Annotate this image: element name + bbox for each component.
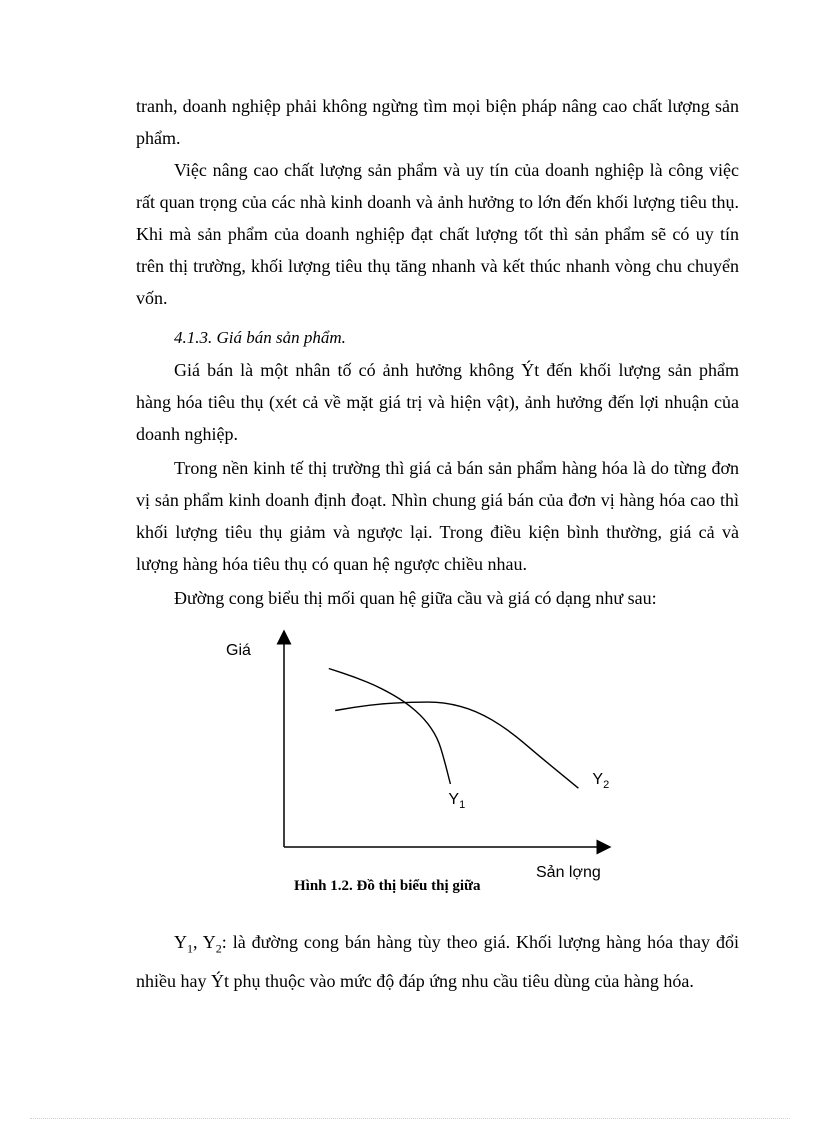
paragraph-2: Việc nâng cao chất lượng sản phẩm và uy tín của doanh nghiệp là công việc rất quan trọng của các nhà kinh doanh và ảnh hưởng to lớn đến khối lượng tiêu thụ. Khi mà sản phẩm của doanh nghiệp đạt chất lượng tốt thì sản phẩm sẽ có uy tín trên thị trường, khối lượng tiêu thụ tăng nhanh và kết thúc nhanh vòng chu chuyển vốn.: [136, 160, 739, 308]
series-ref-y1-sub: 1: [187, 941, 193, 956]
series-ref-y2-base: Y: [202, 932, 216, 952]
paragraph-6-text: : là đường cong bán hàng tùy theo giá. Khối lượng hàng hóa thay đổi nhiều hay Ýt phụ thuộc vào mức độ đáp ứng nhu cầu tiêu dùng của hàng hóa.: [136, 932, 739, 991]
demand-price-chart: [180, 625, 640, 895]
series-ref-separator: ,: [193, 932, 203, 952]
paragraph-6: [136, 926, 739, 997]
series-ref-y2-sub: 2: [215, 941, 222, 956]
paragraph-1: tranh, doanh nghiệp phải không ngừng tìm mọi biện pháp nâng cao chất lượng sản phẩm.: [136, 96, 739, 148]
series-y2-line: [335, 702, 578, 788]
y-axis-label: Giá: [226, 642, 251, 659]
series-y1-label-sub: 1: [459, 799, 466, 811]
series-ref-y2: [202, 932, 222, 956]
series-layer: [329, 669, 609, 812]
series-y2-label-base: Y: [592, 771, 604, 789]
section-heading: 4.1.3. Giá bán sản phẩm.: [174, 328, 346, 347]
page-footer-divider: [30, 1118, 790, 1119]
series-ref-y1-base: Y: [174, 932, 187, 952]
x-axis-label: Sản lợng: [536, 864, 601, 881]
chart-svg: [180, 625, 640, 895]
series-y1-label-base: Y: [448, 791, 460, 808]
paragraph-3: Giá bán là một nhân tố có ảnh hưởng không Ýt đến khối lượng sản phẩm hàng hóa tiêu thụ (xét cả về mặt giá trị và hiện vật), ảnh hưởng đến lợi nhuận của doanh nghiệp.: [136, 360, 739, 444]
paragraph-5: Đường cong biểu thị mối quan hệ giữa cầu và giá có dạng như sau:: [174, 588, 657, 608]
series-y1-line: [329, 669, 451, 785]
chart-caption: Hình 1.2. Đồ thị biểu thị giữa: [294, 878, 481, 894]
series-y1-label: [448, 791, 465, 811]
series-ref-y1: [174, 932, 193, 956]
series-y2-label: [592, 771, 609, 791]
series-y2-label-sub: 2: [603, 779, 610, 792]
paragraph-4: Trong nền kinh tế thị trường thì giá cả bán sản phẩm hàng hóa là do từng đơn vị sản phẩm kinh doanh định đoạt. Nhìn chung giá bán của đơn vị hàng hóa cao thì khối lượng tiêu thụ giảm và ngược lại. Trong điều kiện bình thường, giá cả và lượng hàng hóa tiêu thụ có quan hệ ngược chiều nhau.: [136, 458, 739, 574]
